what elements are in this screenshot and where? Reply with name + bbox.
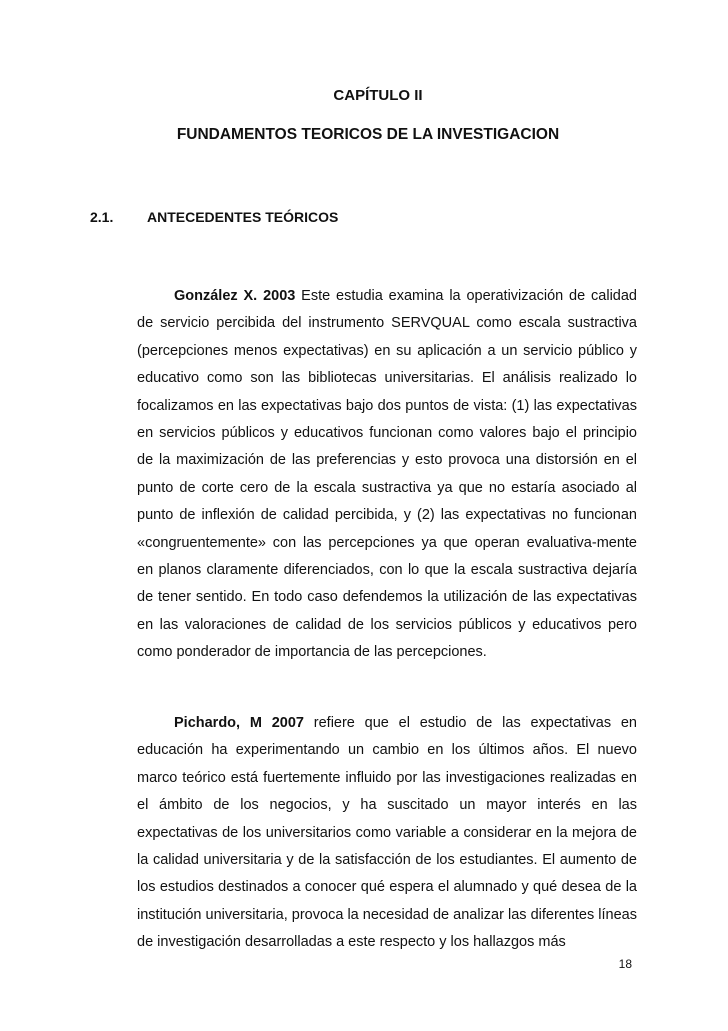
paragraph-lead-author: Pichardo, M 2007	[174, 715, 304, 731]
section-heading	[90, 207, 338, 227]
section-number: 2.1.	[90, 209, 114, 225]
paragraph-body: Este estudia examina la operativización de calidad de servicio percibida del instrumento SERVQUAL como escala sustractiva (percepciones menos expectativas) en su aplicación a un servicio público y educativo como son las bibliotecas universitarias. El análisis realizado lo focalizamos en las expectativas bajo dos puntos de vista: (1) las expectativas en servicios públicos y educativos funcionan como valores bajo el principio de la maximización de las preferencias y esto provoca una distorsión en el punto de corte cero de la escala sustractiva ya que no estaría asociado al punto de inflexión de calidad percibida, y (2) las expectativas no funcionan «congruentemente» con las percepciones ya que operan evaluativa-mente en planos claramente diferenciados, con lo que la escala sustractiva dejaría de tener sentido. En todo caso defendemos la utilización de las expectativas en las valoraciones de calidad de los servicios públicos y educativos pero como ponderador de importancia de las percepciones.	[137, 288, 637, 661]
chapter-label: CAPÍTULO II	[333, 87, 423, 104]
page-number: 18	[618, 957, 632, 971]
paragraph-lead-author: González X. 2003	[174, 288, 296, 304]
paragraph-gonzalez	[137, 283, 637, 667]
paragraph-pichardo	[137, 710, 637, 957]
section-title: ANTECEDENTES TEÓRICOS	[147, 209, 339, 225]
chapter-title: FUNDAMENTOS TEORICOS DE LA INVESTIGACION	[176, 126, 560, 143]
paragraph-body: refiere que el estudio de las expectativas en educación ha experimentando un cambio en los últimos años. El nuevo marco teórico está fuertemente influido por las investigaciones realizadas en el ámbito de los negocios, y ha suscitado un mayor interés en las expectativas de los universitarios como variable a considerar en la mejora de la calidad universitaria y de la satisfacción de los estudiantes. El aumento de los estudios destinados a conocer qué espera el alumnado y qué desea de la institución universitaria, provoca la necesidad de analizar las diferentes líneas de investigación desarrolladas a este respecto y los hallazgos más	[137, 715, 637, 951]
